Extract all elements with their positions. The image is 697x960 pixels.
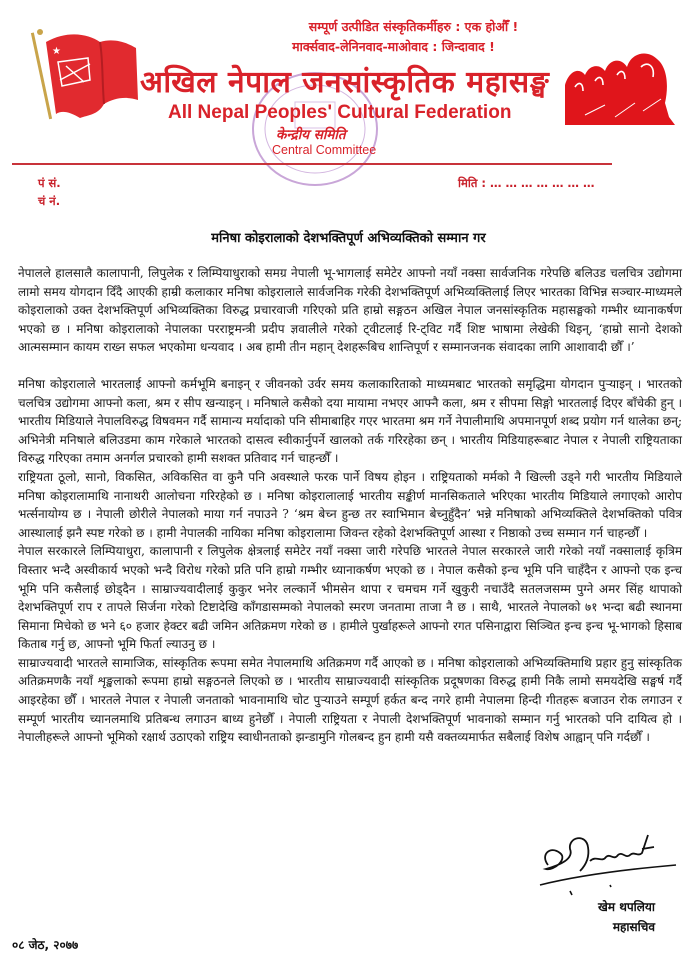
slogan-line-1: सम्पूर्ण उत्पीडित संस्कृतिकर्मीहरु : एक होऔँ ! <box>308 19 519 34</box>
letter-number-label: पं सं. <box>38 176 61 190</box>
svg-text:★: ★ <box>52 46 61 57</box>
committee-name-english: Central Committee <box>272 143 377 157</box>
paragraph: राष्ट्रियता ठूलो, सानो, विकसित, अविकसित वा कुनै पनि अवस्थाले फरक पार्ने विषय होइन । राष्ट्रियताको मर्मको नै खिल्ली उड्ने गरी भारतीय मिडियाले मनिषा कोइरालामाथि नानाथरी आलोचना गरिरहेको छ । मनिषा कोइरालालाई भारतीय सङ्कीर्ण मानसिकताले भरिएका भारतीय मिडियाले लगाएको आरोप भर्त्सनायोग्य छ । नेपाली छोरीले नेपालको माया गर्न नपाउने ? ‘श्रम बेच्न हुन्छ तर स्वाभिमान बेच्नुहुँदैन’ भन्ने मनिषाको अभिव्यक्तिले देशभक्तिको पवित्र आस्थालाई झनै स्पष्ट गरेको छ । हामी नेपालकी नायिका मनिषा कोइरालामा जिवन्त रहेको देशभक्तिपूर्ण आस्था र निष्ठाको उच्च सम्मान गर्न चाहन्छौँ । <box>18 469 682 540</box>
slogan-line-2: मार्क्सवाद-लेनिनवाद-माओवाद : जिन्दावाद ! <box>292 39 495 54</box>
red-flag-icon <box>18 20 138 125</box>
header-divider <box>12 163 612 165</box>
paragraph: साम्राज्यवादी भारतले सामाजिक, सांस्कृतिक रूपमा समेत नेपालमाथि अतिक्रमण गर्दै आएको छ । मनिषा कोइरालाको अभिव्यक्तिमाथि प्रहार हुनु सांस्कृतिक अतिक्रमणकै नयाँ शृङ्खलाको रूपमा हाम्रो सङ्गठनले लिएको छ । भारतीय साम्राज्यवादी सांस्कृतिक प्रदूषणका विरुद्ध हामी निकै लामो समयदेखि सङ्घर्ष गर्दै आइरहेका छौँ । भारतले नेपाल र नेपाली जनताको भावनामाथि चोट पुऱ्याउने सम्पूर्ण हर्कत बन्द नगरे हामी नेपालमा हिन्दी गीतहरू बजाउन रोक लगाउन र सम्पूर्ण भारतीय च्यानलमाथि प्रतिबन्ध लगाउन बाध्य हुनेछौँ । नेपाली राष्ट्रियता र नेपाली देशभक्तिपूर्ण भावनाको सम्मान गर्नु भारतको पनि दायित्व हो । नेपालीहरूले आफ्नो भूमिको रक्षार्थ उठाएको राष्ट्रिय स्वाधीनताको झन्डामुनि गोलबन्द हुन हामी यसै वक्तव्यमार्फत सबैलाई विशेष आह्वान् पनि गर्दछौँ । <box>18 655 682 745</box>
paragraph: नेपाल सरकारले लिम्पियाधुरा, कालापानी र लिपुलेक क्षेत्रलाई समेटेर नयाँ नक्सा जारी गरेपछि भारतले नेपाल सरकारले जारी गरेको नयाँ नक्सालाई कृत्रिम विस्तार भन्दै अस्वीकार्य भएको भन्दै विरोध गरेको प्रति पनि हाम्रो गम्भीर ध्यानाकर्षण भएको छ । नेपाल कसैको इन्च भूमि पनि चाहँदैन र आफ्नो एक इन्च भूमि पनि कसैलाई छोड्दैन । साम्राज्यवादीलाई कुकुर भनेर लल्कार्ने भीमसेन थापा र चमचम गर्ने खुकुरी नचाउँदै सतलजसम्म पुग्ने अमर सिंह थापाको देशभक्तिपूर्ण राप र तापले सिर्जना गरेको टिष्टादेखि काँगडासम्मको नेपालको स्मरण जनतामा ताजा नै छ । साथै, भारतले नेपालको ७१ भन्दा बढी स्थानमा सिमाना मिचेको छ भने ६० हजार हेक्टर बढी जमिन अतिक्रमण गरेको छ । हामीले पुर्खाहरूले आफ्नो रगत पसिनाद्वारा सिञ्चित इन्च इन्च भू-भागको हिसाब किताब गर्नु छ, आफ्नो भूमि फिर्ता ल्याउनु छ । <box>18 544 682 652</box>
leaders-portraits-icon <box>565 45 675 125</box>
paragraph: नेपालले हालसालै कालापानी, लिपुलेक र लिम्पियाधुराको समग्र नेपाली भू-भागलाई समेटेर आफ्नो नयाँ नक्सा सार्वजनिक गरेपछि बलिउड चलचित्र उद्योगमा लामो समय योगदान दिँदै आएकी हाम्री कलाकार मनिषा कोइरालाले सार्वजनिक गरेकी देशभक्तिपूर्ण अभिव्यक्तिलाई लिएर भारतका विभिन्न सञ्चार-माध्यमले कोइरालाको उक्त देशभक्तिपूर्ण अभिव्यक्तिका विरुद्ध प्रचारवाजी गरिएको प्रति हाम्रो सङ्गठन अखिल नेपाल जनसांस्कृतिक महासङ्घको गम्भीर ध्यानाकर्षण भएको छ । मनिषा कोइरालाको नेपालका परराष्ट्रमन्त्री प्रदीप ज्ञवालीले गरेको ट्वीटलाई रि-ट्विट गर्दै शिष्ट भाषामा लेखेकी थिइन्, ‘हाम्रो सानो देशको आत्मसम्मान कायम राख्न सफल भएकोमा धन्यवाद । अब हामी तीन महान् देशहरूबिच शान्तिपूर्ण र सम्मानजनक संवादका लागि आशावादी छौँ ।’ <box>18 266 682 355</box>
document-title: मनिषा कोइरालाको देशभक्तिपूर्ण अभिव्यक्तिको सम्मान गर <box>211 231 486 246</box>
signatory-name: खेम थपलिया <box>598 900 655 914</box>
dispatch-number-label: चं नं. <box>38 194 61 208</box>
signatory-title: महासचिव <box>612 920 655 934</box>
paragraph: मनिषा कोइरालाले भारतलाई आफ्नो कर्मभूमि बनाइन् र जीवनको उर्वर समय कलाकारिताको माध्यमबाट भारतको समृद्धिमा योगदान पुऱ्याइन् । भारतको चलचित्र उद्योगमा आफ्नो कला, श्रम र सीप खन्याइन् । मनिषाले कसैको दया मायामा नभएर आफ्नै कला, श्रम र सीपमा सिङ्गो भारतलाई दिएर बाँचेकी हुन् । भारतीय मिडियाले नेपालविरुद्ध विषवमन गर्दै सामान्य मर्यादाको पनि सीमाबाहिर गएर भारतमा श्रम गर्ने नेपालीमाथि अपमानपूर्ण शब्द प्रयोग गर्न थालेका छन्; अभिनेत्री मनिषाले बलिउडमा काम गरेकाले भारतको दासत्व स्वीकार्नुपर्ने खालको तर्क गरिरहेका छन् । भारतीय मिडियाहरूबाट नेपाल र नेपाली राष्ट्रियताका विरुद्ध गरिएका तमाम अनर्गल प्रचारको हामी सशक्त प्रतिवाद गर्न चाहन्छौँ । <box>18 376 682 466</box>
organization-name-english: All Nepal Peoples' Cultural Federation <box>168 102 512 123</box>
issue-date: ०८ जेठ, २०७७ <box>12 938 79 952</box>
organization-name-nepali: अखिल नेपाल जनसांस्कृतिक महासङ्घ <box>140 65 550 100</box>
handwritten-signature-icon <box>530 825 680 900</box>
committee-name-nepali: केन्द्रीय समिति <box>276 127 346 143</box>
date-field-label: मिति : … … … … … … … <box>458 176 595 190</box>
document-body <box>18 264 682 747</box>
letterhead <box>0 0 697 165</box>
